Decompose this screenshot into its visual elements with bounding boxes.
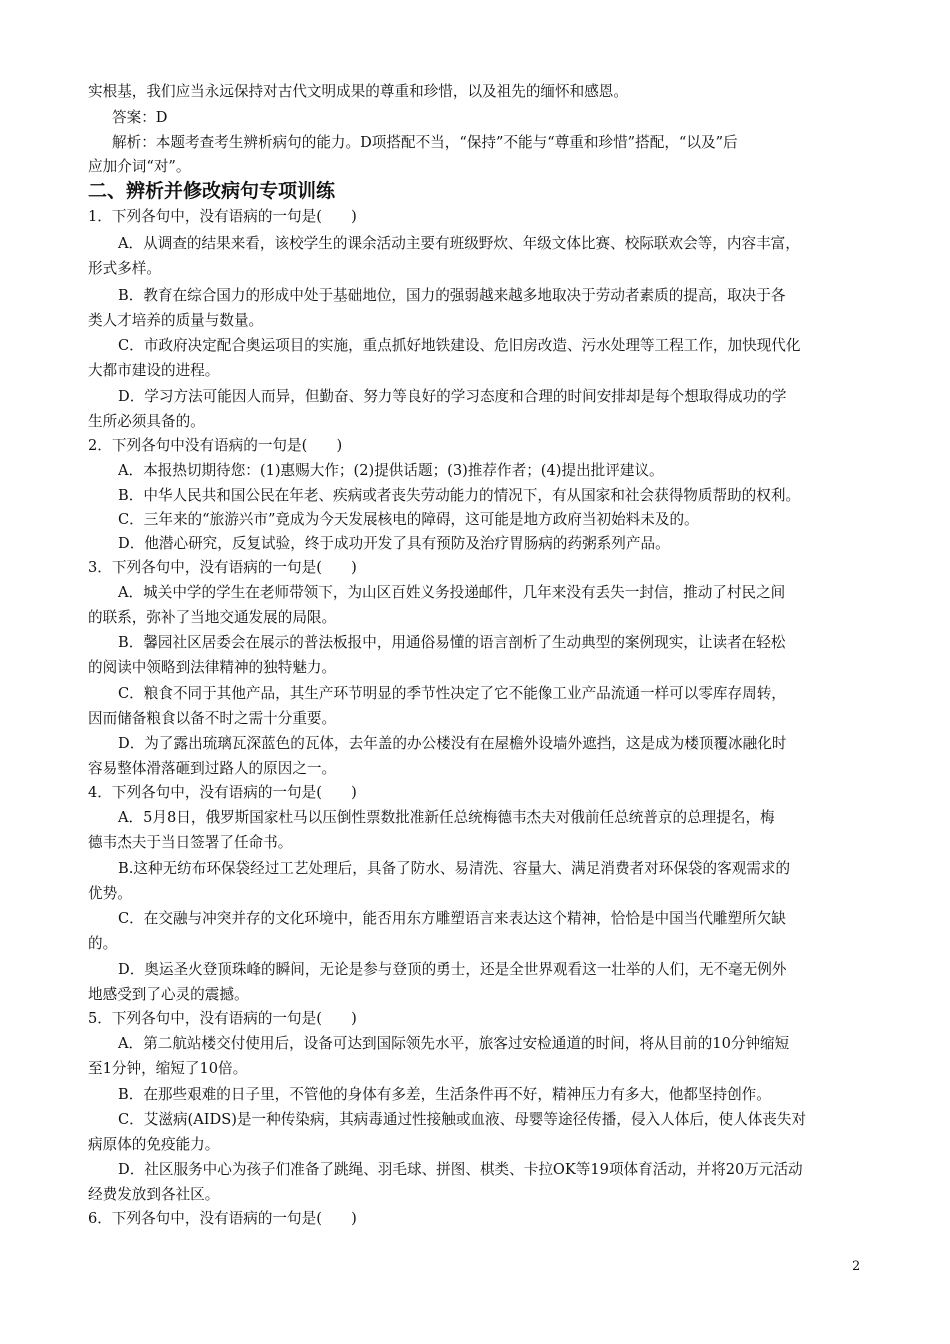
option-line: C．在交融与冲突并存的文化环境中，能否用东方雕塑语言来表达这个精神，恰恰是中国当代雕塑所欠缺 [118,910,786,927]
option-line: B．在那些艰难的日子里，不管他的身体有多差，生活条件再不好，精神压力有多大，他都坚持创作。 [118,1086,771,1103]
option-line-cont: 大都市建设的进程。 [88,362,220,379]
option-line-cont: 的。 [88,935,118,952]
option-line-cont: 类人才培养的质量与数量。 [88,312,264,329]
option-line-cont: 经费发放到各社区。 [88,1186,220,1203]
question-heading: 2．下列各句中没有语病的一句是( ) [88,437,343,454]
option-line: D．为了露出琉璃瓦深蓝色的瓦体，去年盖的办公楼没有在屋檐外设墙外遮挡，这是成为楼顶覆冰融化时 [118,735,787,752]
option-line-cont: 的联系，弥补了当地交通发展的局限。 [88,609,337,626]
option-line-cont: 德韦杰夫于当日签署了任命书。 [88,834,293,851]
option-line: B．馨园社区居委会在展示的普法板报中，用通俗易懂的语言剖析了生动典型的案例现实，让读者在轻松 [118,634,786,651]
option-line: D．奥运圣火登顶珠峰的瞬间，无论是参与登顶的勇士，还是全世界观看这一壮举的人们，无不毫无例外 [118,961,787,978]
analysis-line: 解析：本题考查考生辨析病句的能力。D项搭配不当，“保持”不能与“尊重和珍惜”搭配，“以及”后 [112,134,738,151]
option-line-cont: 优势。 [88,885,132,902]
question-heading: 1．下列各句中，没有语病的一句是( ) [88,208,357,225]
option-line: B.这种无纺布环保袋经过工艺处理后，具备了防水、易清洗、容量大、满足消费者对环保袋的客观需求的 [118,860,791,877]
page-number: 2 [852,1259,861,1274]
option-line: A．从调查的结果来看，该校学生的课余活动主要有班级野炊、年级文体比赛、校际联欢会等，内容丰富， [118,235,800,252]
option-line: A．本报热切期待您：(1)惠赐大作；(2)提供话题；(3)推荐作者；(4)提出批评建议。 [118,462,664,479]
question-heading: 4．下列各句中，没有语病的一句是( ) [88,784,357,801]
question-heading: 6．下列各句中，没有语病的一句是( ) [88,1210,357,1227]
option-line-cont: 生所必须具备的。 [88,413,205,430]
option-line: A．城关中学的学生在老师带领下，为山区百姓义务投递邮件，几年来没有丢失一封信，推动了村民之间 [118,584,786,601]
option-line-cont: 的阅读中领略到法律精神的独特魅力。 [88,659,337,676]
option-line: C．三年来的“旅游兴市”竟成为今天发展核电的障碍，这可能是地方政府当初始料未及的。 [118,511,699,528]
option-line-cont: 容易整体滑落砸到过路人的原因之一。 [88,760,337,777]
option-line: C．粮食不同于其他产品，其生产环节明显的季节性决定了它不能像工业产品流通一样可以零库存周转， [118,685,786,702]
option-line-cont: 至1分钟，缩短了10倍。 [88,1060,248,1077]
question-heading: 5．下列各句中，没有语病的一句是( ) [88,1010,357,1027]
option-line: A．第二航站楼交付使用后，设备可达到国际领先水平，旅客过安检通道的时间，将从目前的10分钟缩短 [118,1035,790,1052]
option-line: B．教育在综合国力的形成中处于基础地位，国力的强弱越来越多地取决于劳动者素质的提高，取决于各 [118,287,786,304]
intro-line: 实根基，我们应当永远保持对古代文明成果的尊重和珍惜，以及祖先的缅怀和感恩。 [88,83,628,100]
analysis-line-cont: 应加介词“对”。 [88,158,191,175]
option-line: D．他潜心研究，反复试验，终于成功开发了具有预防及治疗胃肠病的药粥系列产品。 [118,535,670,552]
option-line: D．社区服务中心为孩子们准备了跳绳、羽毛球、拼图、棋类、卡拉OK等19项体育活动，并将20万元活动 [118,1161,803,1178]
option-line-cont: 形式多样。 [88,260,161,277]
option-line: C．市政府决定配合奥运项目的实施，重点抓好地铁建设、危旧房改造、污水处理等工程工作，加快现代化 [118,337,801,354]
option-line: C．艾滋病(AIDS)是一种传染病，其病毒通过性接触或血液、母婴等途径传播，侵入人体后，使人体丧失对 [118,1111,807,1128]
option-line: B．中华人民共和国公民在年老、疾病或者丧失劳动能力的情况下，有从国家和社会获得物质帮助的权利。 [118,487,801,504]
option-line: D．学习方法可能因人而异，但勤奋、努力等良好的学习态度和合理的时间安排却是每个想取得成功的学 [118,388,787,405]
section-title: 二、辨析并修改病句专项训练 [88,180,336,202]
question-heading: 3．下列各句中，没有语病的一句是( ) [88,559,357,576]
option-line-cont: 因而储备粮食以备不时之需十分重要。 [88,710,337,727]
option-line-cont: 地感受到了心灵的震撼。 [88,986,249,1003]
option-line-cont: 病原体的免疫能力。 [88,1136,220,1153]
answer-line: 答案：D [112,109,168,126]
option-line: A．5月8日，俄罗斯国家杜马以压倒性票数批准新任总统梅德韦杰夫对俄前任总统普京的总理提名，梅 [118,809,775,826]
